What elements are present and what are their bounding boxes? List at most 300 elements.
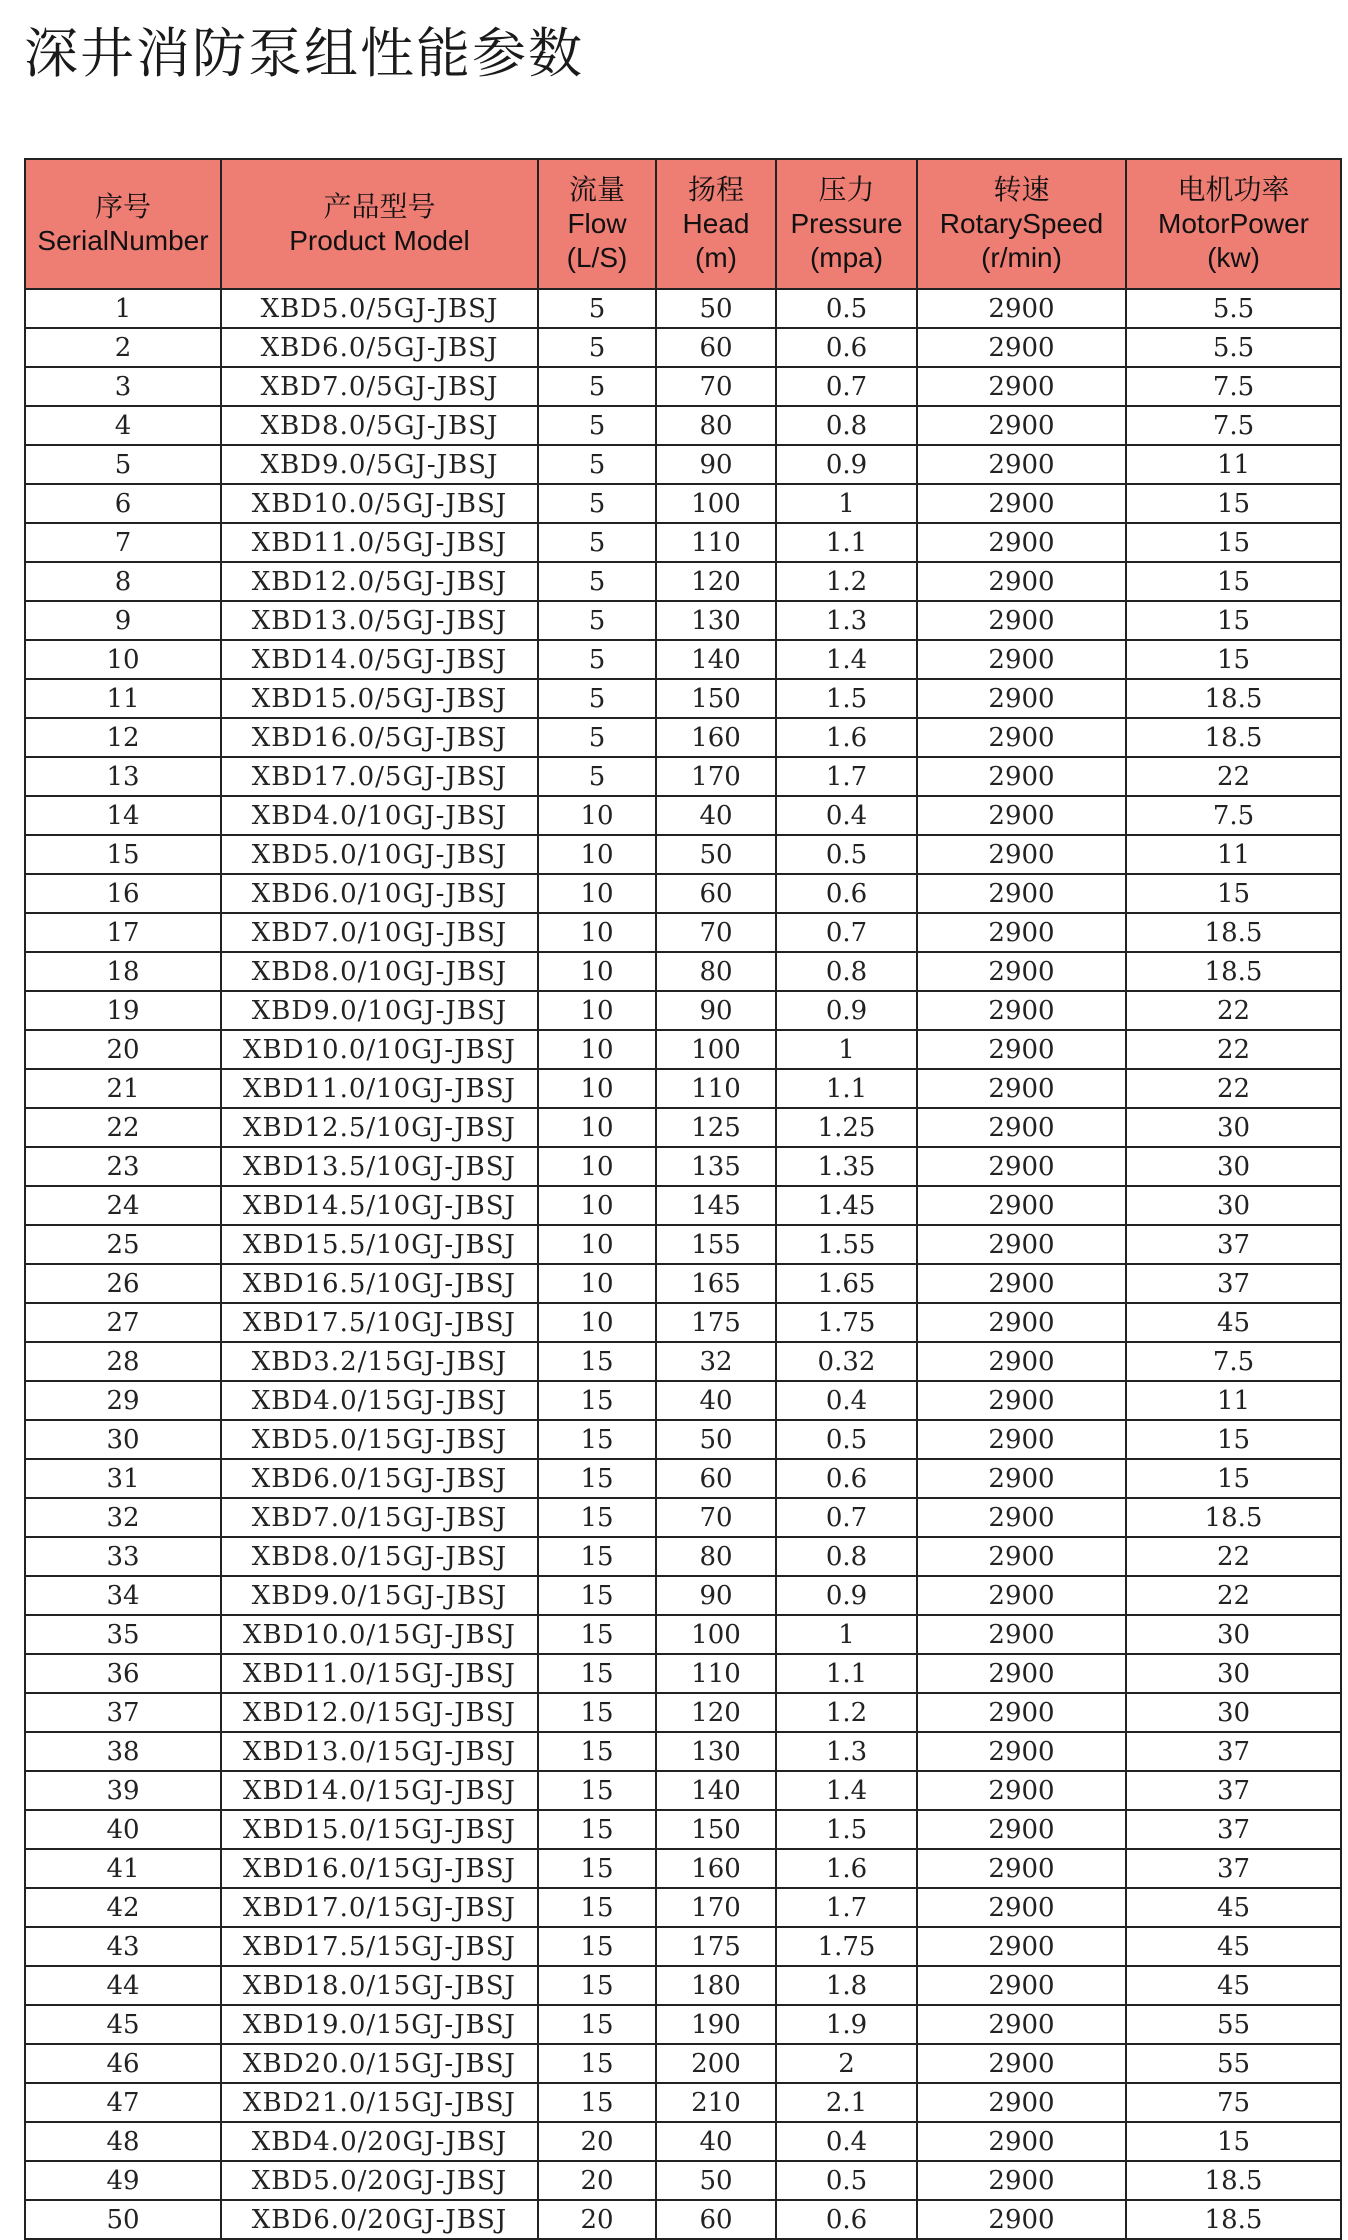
cell-serial-number: 7 [25,523,221,562]
cell-head: 60 [656,2200,776,2239]
cell-product-model: XBD15.5/10GJ-JBSJ [221,1225,538,1264]
table-row [25,328,1341,367]
table-row [25,2122,1341,2161]
cell-pressure: 0.6 [776,328,917,367]
cell-motor-power: 7.5 [1126,1342,1341,1381]
cell-motor-power: 7.5 [1126,796,1341,835]
cell-rotary-speed: 2900 [917,1147,1126,1186]
cell-pressure: 1.7 [776,1888,917,1927]
cell-pressure: 1.6 [776,1849,917,1888]
cell-product-model: XBD5.0/5GJ-JBSJ [221,289,538,328]
cell-product-model: XBD21.0/15GJ-JBSJ [221,2083,538,2122]
cell-flow: 15 [538,1849,656,1888]
cell-head: 150 [656,1810,776,1849]
cell-flow: 15 [538,1576,656,1615]
cell-serial-number: 47 [25,2083,221,2122]
table-row [25,1264,1341,1303]
cell-motor-power: 30 [1126,1615,1341,1654]
cell-head: 130 [656,601,776,640]
cell-head: 100 [656,1615,776,1654]
table-row [25,367,1341,406]
table-row [25,1537,1341,1576]
cell-motor-power: 15 [1126,1459,1341,1498]
cell-motor-power: 30 [1126,1654,1341,1693]
table-body [25,289,1341,2239]
cell-head: 40 [656,1381,776,1420]
cell-rotary-speed: 2900 [917,2083,1126,2122]
cell-flow: 5 [538,328,656,367]
cell-motor-power: 30 [1126,1147,1341,1186]
cell-flow: 15 [538,2044,656,2083]
table-row [25,1303,1341,1342]
cell-rotary-speed: 2900 [917,2161,1126,2200]
cell-head: 80 [656,406,776,445]
cell-flow: 5 [538,679,656,718]
cell-head: 155 [656,1225,776,1264]
cell-serial-number: 3 [25,367,221,406]
cell-head: 70 [656,367,776,406]
cell-motor-power: 75 [1126,2083,1341,2122]
cell-flow: 15 [538,1693,656,1732]
cell-flow: 5 [538,523,656,562]
cell-serial-number: 2 [25,328,221,367]
cell-serial-number: 26 [25,1264,221,1303]
cell-rotary-speed: 2900 [917,367,1126,406]
cell-product-model: XBD9.0/10GJ-JBSJ [221,991,538,1030]
cell-product-model: XBD17.0/15GJ-JBSJ [221,1888,538,1927]
cell-head: 135 [656,1147,776,1186]
cell-product-model: XBD4.0/15GJ-JBSJ [221,1381,538,1420]
cell-serial-number: 24 [25,1186,221,1225]
cell-serial-number: 9 [25,601,221,640]
cell-rotary-speed: 2900 [917,1186,1126,1225]
header-serial-number-zh: 序号 [94,191,151,222]
cell-head: 100 [656,1030,776,1069]
cell-product-model: XBD8.0/5GJ-JBSJ [221,406,538,445]
cell-product-model: XBD13.0/15GJ-JBSJ [221,1732,538,1771]
cell-pressure: 0.5 [776,835,917,874]
table-row [25,1810,1341,1849]
cell-product-model: XBD6.0/10GJ-JBSJ [221,874,538,913]
cell-serial-number: 5 [25,445,221,484]
cell-rotary-speed: 2900 [917,601,1126,640]
cell-serial-number: 11 [25,679,221,718]
table-row [25,1342,1341,1381]
cell-motor-power: 18.5 [1126,952,1341,991]
table-row [25,757,1341,796]
cell-serial-number: 44 [25,1966,221,2005]
header-product-model [221,159,538,289]
cell-motor-power: 37 [1126,1264,1341,1303]
cell-product-model: XBD10.0/5GJ-JBSJ [221,484,538,523]
header-rotary-speed-en: RotarySpeed [939,208,1104,239]
cell-head: 140 [656,640,776,679]
cell-product-model: XBD20.0/15GJ-JBSJ [221,2044,538,2083]
cell-rotary-speed: 2900 [917,1498,1126,1537]
cell-rotary-speed: 2900 [917,289,1126,328]
cell-rotary-speed: 2900 [917,1264,1126,1303]
cell-pressure: 1.8 [776,1966,917,2005]
header-pressure-zh: 压力 [818,174,875,205]
table-row [25,913,1341,952]
cell-motor-power: 55 [1126,2005,1341,2044]
cell-flow: 15 [538,1615,656,1654]
cell-product-model: XBD11.0/15GJ-JBSJ [221,1654,538,1693]
cell-serial-number: 19 [25,991,221,1030]
cell-pressure: 1.1 [776,523,917,562]
table-row [25,601,1341,640]
cell-motor-power: 37 [1126,1849,1341,1888]
cell-flow: 5 [538,406,656,445]
cell-pressure: 0.7 [776,913,917,952]
cell-motor-power: 15 [1126,523,1341,562]
cell-pressure: 0.9 [776,991,917,1030]
cell-rotary-speed: 2900 [917,640,1126,679]
header-motor-power-en: MotorPower [1158,208,1309,239]
cell-pressure: 1.7 [776,757,917,796]
table-row [25,1576,1341,1615]
cell-flow: 5 [538,757,656,796]
table-row [25,1849,1341,1888]
cell-product-model: XBD15.0/5GJ-JBSJ [221,679,538,718]
cell-motor-power: 15 [1126,484,1341,523]
table-row [25,874,1341,913]
cell-head: 110 [656,523,776,562]
cell-pressure: 1.55 [776,1225,917,1264]
table-row [25,562,1341,601]
cell-flow: 15 [538,1810,656,1849]
cell-pressure: 0.9 [776,1576,917,1615]
cell-flow: 10 [538,835,656,874]
header-pressure-en: Pressure [790,208,903,239]
cell-serial-number: 37 [25,1693,221,1732]
cell-pressure: 0.32 [776,1342,917,1381]
cell-pressure: 1.4 [776,1771,917,1810]
table-row [25,1888,1341,1927]
cell-serial-number: 42 [25,1888,221,1927]
cell-rotary-speed: 2900 [917,718,1126,757]
cell-motor-power: 22 [1126,1069,1341,1108]
cell-product-model: XBD13.0/5GJ-JBSJ [221,601,538,640]
header-flow [538,159,656,289]
cell-pressure: 0.6 [776,2200,917,2239]
cell-head: 80 [656,952,776,991]
cell-head: 70 [656,1498,776,1537]
table-row [25,1069,1341,1108]
cell-product-model: XBD3.2/15GJ-JBSJ [221,1342,538,1381]
cell-flow: 10 [538,1108,656,1147]
cell-rotary-speed: 2900 [917,1615,1126,1654]
cell-motor-power: 5.5 [1126,289,1341,328]
cell-head: 50 [656,289,776,328]
cell-product-model: XBD12.0/15GJ-JBSJ [221,1693,538,1732]
cell-flow: 15 [538,1420,656,1459]
cell-flow: 15 [538,1771,656,1810]
cell-head: 125 [656,1108,776,1147]
cell-motor-power: 18.5 [1126,2161,1341,2200]
cell-motor-power: 18.5 [1126,2200,1341,2239]
cell-head: 70 [656,913,776,952]
cell-head: 90 [656,1576,776,1615]
cell-flow: 15 [538,2083,656,2122]
cell-flow: 15 [538,1342,656,1381]
header-motor-power [1126,159,1341,289]
cell-serial-number: 16 [25,874,221,913]
cell-flow: 10 [538,1225,656,1264]
cell-pressure: 0.7 [776,367,917,406]
cell-motor-power: 22 [1126,1030,1341,1069]
cell-flow: 5 [538,445,656,484]
cell-motor-power: 37 [1126,1810,1341,1849]
cell-motor-power: 45 [1126,1303,1341,1342]
table-row [25,952,1341,991]
cell-product-model: XBD4.0/20GJ-JBSJ [221,2122,538,2161]
cell-flow: 10 [538,1303,656,1342]
cell-product-model: XBD9.0/5GJ-JBSJ [221,445,538,484]
cell-head: 170 [656,757,776,796]
cell-rotary-speed: 2900 [917,1927,1126,1966]
table-row [25,289,1341,328]
cell-motor-power: 37 [1126,1771,1341,1810]
cell-rotary-speed: 2900 [917,874,1126,913]
cell-flow: 15 [538,2005,656,2044]
cell-pressure: 0.8 [776,952,917,991]
cell-motor-power: 15 [1126,1420,1341,1459]
header-rotary-speed-zh: 转速 [993,174,1050,205]
table-row [25,1030,1341,1069]
cell-serial-number: 21 [25,1069,221,1108]
cell-serial-number: 46 [25,2044,221,2083]
cell-head: 175 [656,1927,776,1966]
table-row [25,2200,1341,2239]
table-row [25,1225,1341,1264]
cell-flow: 10 [538,1030,656,1069]
cell-head: 90 [656,991,776,1030]
cell-flow: 15 [538,1927,656,1966]
table-row [25,640,1341,679]
cell-flow: 10 [538,1147,656,1186]
performance-table [24,158,1342,2240]
cell-motor-power: 11 [1126,835,1341,874]
cell-product-model: XBD6.0/20GJ-JBSJ [221,2200,538,2239]
header-pressure-unit: (mpa) [809,242,884,273]
cell-flow: 10 [538,1186,656,1225]
cell-product-model: XBD17.0/5GJ-JBSJ [221,757,538,796]
cell-rotary-speed: 2900 [917,1069,1126,1108]
cell-product-model: XBD16.5/10GJ-JBSJ [221,1264,538,1303]
cell-head: 60 [656,1459,776,1498]
table-row [25,1186,1341,1225]
cell-flow: 15 [538,1459,656,1498]
cell-flow: 15 [538,1966,656,2005]
cell-rotary-speed: 2900 [917,1810,1126,1849]
cell-motor-power: 30 [1126,1186,1341,1225]
cell-pressure: 1.75 [776,1927,917,1966]
cell-motor-power: 15 [1126,601,1341,640]
cell-head: 175 [656,1303,776,1342]
header-pressure [776,159,917,289]
cell-product-model: XBD16.0/15GJ-JBSJ [221,1849,538,1888]
cell-flow: 20 [538,2122,656,2161]
cell-head: 50 [656,1420,776,1459]
cell-product-model: XBD8.0/10GJ-JBSJ [221,952,538,991]
cell-head: 210 [656,2083,776,2122]
cell-pressure: 1.25 [776,1108,917,1147]
cell-motor-power: 18.5 [1126,718,1341,757]
cell-flow: 10 [538,1069,656,1108]
cell-pressure: 1.2 [776,562,917,601]
cell-serial-number: 33 [25,1537,221,1576]
cell-motor-power: 18.5 [1126,913,1341,952]
cell-flow: 5 [538,718,656,757]
cell-head: 100 [656,484,776,523]
cell-pressure: 0.5 [776,2161,917,2200]
cell-flow: 5 [538,562,656,601]
cell-serial-number: 25 [25,1225,221,1264]
cell-product-model: XBD19.0/15GJ-JBSJ [221,2005,538,2044]
header-serial-number-en: SerialNumber [37,225,209,256]
cell-serial-number: 10 [25,640,221,679]
cell-serial-number: 20 [25,1030,221,1069]
cell-product-model: XBD4.0/10GJ-JBSJ [221,796,538,835]
cell-product-model: XBD18.0/15GJ-JBSJ [221,1966,538,2005]
cell-rotary-speed: 2900 [917,1108,1126,1147]
cell-pressure: 0.5 [776,1420,917,1459]
cell-product-model: XBD9.0/15GJ-JBSJ [221,1576,538,1615]
cell-flow: 15 [538,1732,656,1771]
cell-flow: 10 [538,874,656,913]
cell-flow: 20 [538,2200,656,2239]
cell-rotary-speed: 2900 [917,484,1126,523]
cell-flow: 5 [538,601,656,640]
table-row [25,1498,1341,1537]
cell-serial-number: 34 [25,1576,221,1615]
cell-flow: 5 [538,484,656,523]
cell-serial-number: 32 [25,1498,221,1537]
table-row [25,1732,1341,1771]
table-row [25,406,1341,445]
cell-rotary-speed: 2900 [917,1342,1126,1381]
cell-motor-power: 55 [1126,2044,1341,2083]
cell-serial-number: 36 [25,1654,221,1693]
cell-pressure: 1.1 [776,1654,917,1693]
cell-rotary-speed: 2900 [917,523,1126,562]
header-rotary-speed-unit: (r/min) [981,242,1062,273]
cell-pressure: 1.5 [776,679,917,718]
cell-serial-number: 39 [25,1771,221,1810]
table-row [25,2083,1341,2122]
cell-pressure: 0.4 [776,2122,917,2161]
cell-head: 200 [656,2044,776,2083]
cell-pressure: 1 [776,1615,917,1654]
cell-pressure: 2 [776,2044,917,2083]
cell-serial-number: 12 [25,718,221,757]
cell-rotary-speed: 2900 [917,1888,1126,1927]
cell-flow: 15 [538,1654,656,1693]
cell-rotary-speed: 2900 [917,796,1126,835]
cell-serial-number: 17 [25,913,221,952]
cell-rotary-speed: 2900 [917,1771,1126,1810]
cell-flow: 15 [538,1381,656,1420]
cell-product-model: XBD11.0/5GJ-JBSJ [221,523,538,562]
cell-pressure: 0.4 [776,796,917,835]
cell-flow: 20 [538,2161,656,2200]
table-header-row [25,159,1341,289]
cell-pressure: 1.2 [776,1693,917,1732]
header-head-zh: 扬程 [687,174,744,205]
cell-rotary-speed: 2900 [917,2122,1126,2161]
cell-motor-power: 7.5 [1126,367,1341,406]
table-row [25,1966,1341,2005]
cell-product-model: XBD16.0/5GJ-JBSJ [221,718,538,757]
cell-pressure: 1.9 [776,2005,917,2044]
cell-rotary-speed: 2900 [917,2044,1126,2083]
cell-rotary-speed: 2900 [917,445,1126,484]
cell-motor-power: 15 [1126,640,1341,679]
table-row [25,445,1341,484]
table-row [25,2044,1341,2083]
cell-motor-power: 7.5 [1126,406,1341,445]
cell-rotary-speed: 2900 [917,991,1126,1030]
cell-serial-number: 43 [25,1927,221,1966]
cell-motor-power: 11 [1126,445,1341,484]
cell-head: 80 [656,1537,776,1576]
cell-rotary-speed: 2900 [917,1654,1126,1693]
cell-pressure: 0.8 [776,1537,917,1576]
header-product-model-zh: 产品型号 [323,191,436,222]
cell-head: 180 [656,1966,776,2005]
cell-motor-power: 15 [1126,874,1341,913]
cell-pressure: 0.6 [776,1459,917,1498]
cell-flow: 15 [538,1888,656,1927]
cell-motor-power: 30 [1126,1108,1341,1147]
table-row [25,835,1341,874]
cell-head: 140 [656,1771,776,1810]
cell-head: 60 [656,328,776,367]
header-motor-power-unit: (kw) [1207,242,1260,273]
header-motor-power-zh: 电机功率 [1177,174,1290,205]
cell-head: 50 [656,2161,776,2200]
cell-head: 40 [656,796,776,835]
cell-pressure: 1.45 [776,1186,917,1225]
cell-rotary-speed: 2900 [917,1303,1126,1342]
cell-product-model: XBD5.0/20GJ-JBSJ [221,2161,538,2200]
cell-serial-number: 40 [25,1810,221,1849]
table-row [25,1108,1341,1147]
header-head-en: Head [682,208,750,239]
cell-rotary-speed: 2900 [917,1966,1126,2005]
page-title: 深井消防泵组性能参数 [24,22,584,85]
cell-serial-number: 13 [25,757,221,796]
cell-serial-number: 35 [25,1615,221,1654]
cell-rotary-speed: 2900 [917,1381,1126,1420]
cell-pressure: 1.6 [776,718,917,757]
table-row [25,1459,1341,1498]
table-row [25,523,1341,562]
header-serial-number [25,159,221,289]
cell-product-model: XBD11.0/10GJ-JBSJ [221,1069,538,1108]
cell-pressure: 1 [776,1030,917,1069]
cell-pressure: 1.3 [776,1732,917,1771]
table-row [25,718,1341,757]
cell-motor-power: 45 [1126,1966,1341,2005]
cell-product-model: XBD14.0/15GJ-JBSJ [221,1771,538,1810]
cell-serial-number: 6 [25,484,221,523]
cell-serial-number: 8 [25,562,221,601]
cell-pressure: 1.4 [776,640,917,679]
header-product-model-en: Product Model [289,225,470,256]
header-flow-en: Flow [567,208,627,239]
